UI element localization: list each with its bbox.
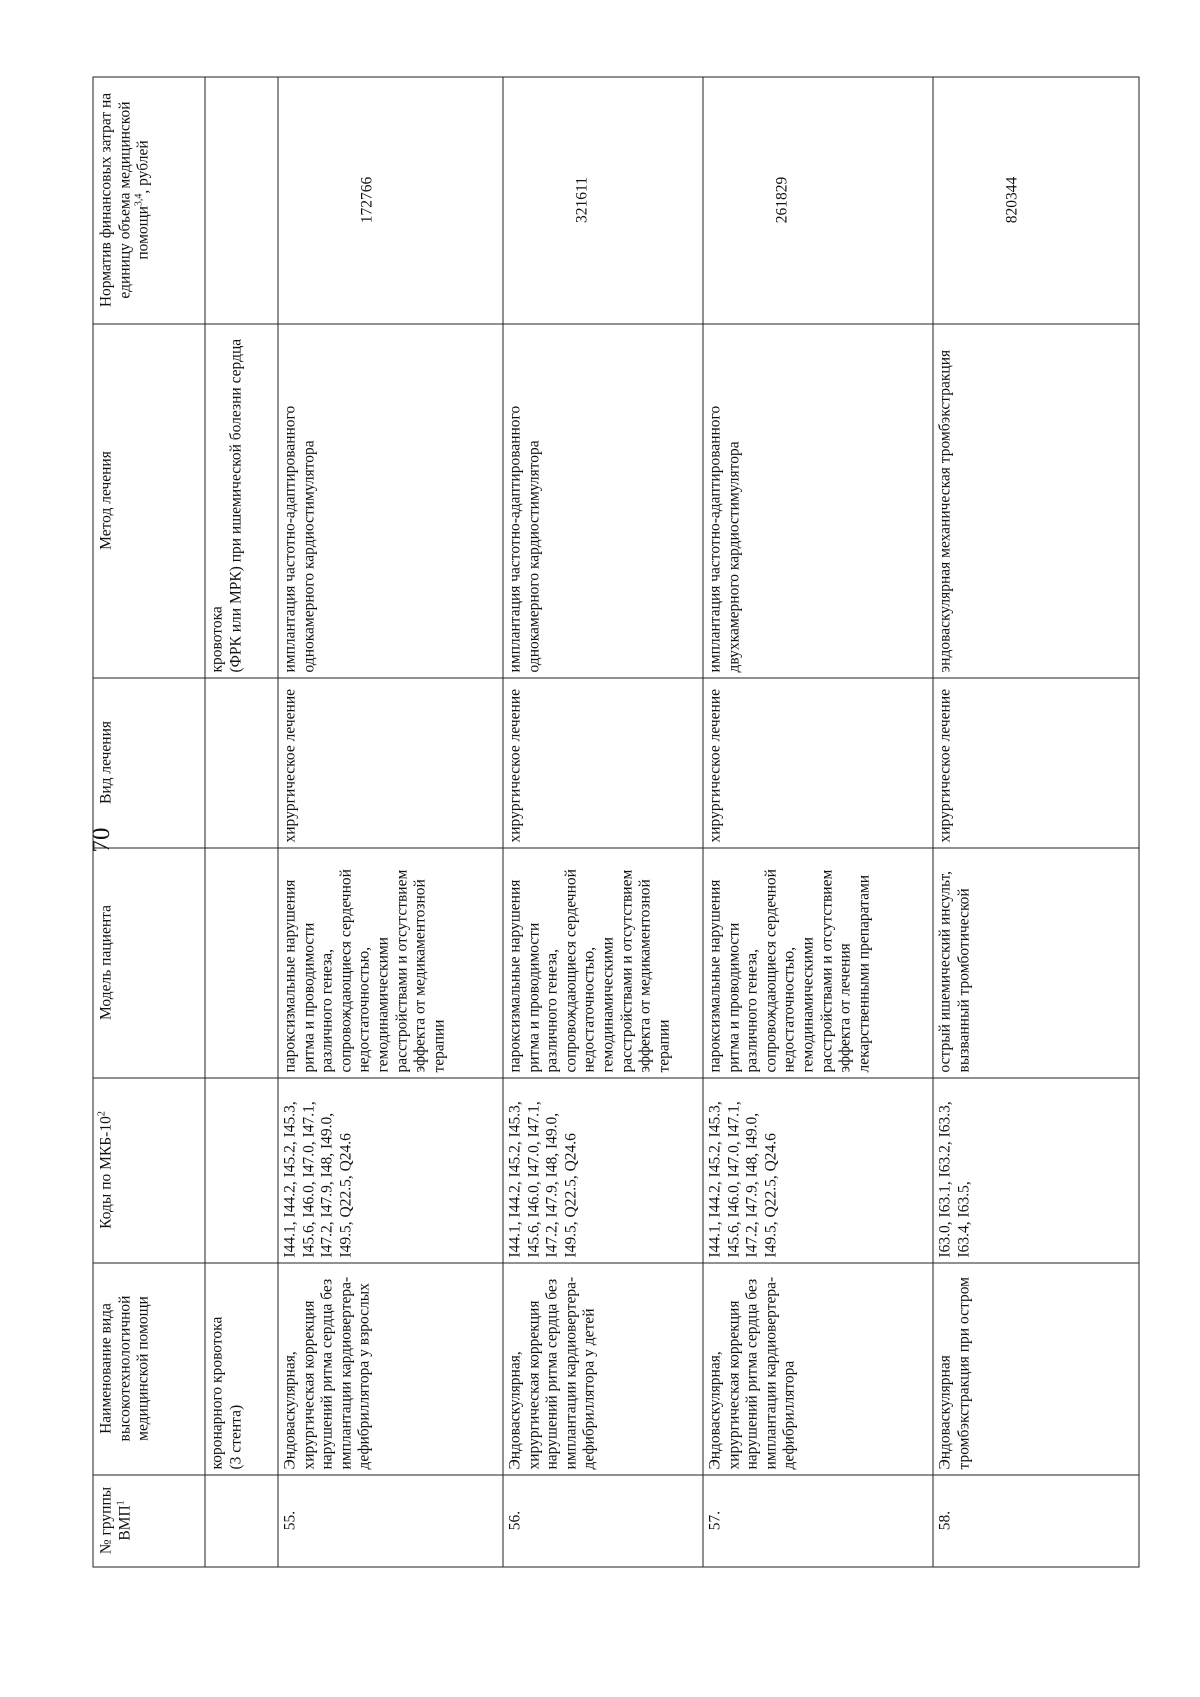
cell-treatment-method: имплантация частотно-адаптированного двухкамерного кардиостимулятора bbox=[703, 324, 933, 678]
cell-vmp-name: Эндоваскулярная тромбэкстракция при остром bbox=[933, 1263, 1139, 1475]
cell-vmp-name: Эндоваскулярная, хирургическая коррекция нарушений ритма сердца без имплантации кардиовертера-дефибриллятора у взрослых bbox=[278, 1263, 503, 1475]
table-row bbox=[703, 77, 933, 1567]
cell-patient-model: пароксизмальные нарушения ритма и проводимости различного генеза, сопровождающиеся сердечной недостаточностью, гемодинамическими расстройствами и отсутствием эффекта от медикаментозной терапии bbox=[503, 848, 703, 1078]
cell-vmp-name: Эндоваскулярная, хирургическая коррекция нарушений ритма сердца без имплантации кардиовертера-дефибриллятора у детей bbox=[503, 1263, 703, 1475]
table-row bbox=[205, 77, 278, 1567]
cell-treatment-type: хирургическое лечение bbox=[933, 678, 1139, 848]
cell-treatment-type bbox=[205, 678, 278, 848]
header-icd-codes: Коды по МКБ-$10^2$ bbox=[93, 1078, 205, 1263]
cell-treatment-type: хирургическое лечение bbox=[703, 678, 933, 848]
page-number: 70 bbox=[88, 827, 115, 853]
cell-treatment-method: эндоваскулярная механическая тромбэкстракция bbox=[933, 324, 1139, 678]
cell-vmp-name: Эндоваскулярная, хирургическая коррекция нарушений ритма сердца без имплантации кардиовертера-дефибриллятора bbox=[703, 1263, 933, 1475]
cell-treatment-method: кровотока (ФРК или МРК) при ишемической болезни сердца bbox=[205, 324, 278, 678]
cell-patient-model bbox=[205, 848, 278, 1078]
cell-cost bbox=[205, 77, 278, 324]
cell-vmp-name: коронарного кровотока (3 стента) bbox=[205, 1263, 278, 1475]
rotated-table-sheet bbox=[93, 78, 1138, 1568]
cell-treatment-type: хирургическое лечение bbox=[503, 678, 703, 848]
cell-icd-codes: I44.1, I44.2, I45.2, I45.3, I45.6, I46.0, I47.0, I47.1, I47.2, I47.9, I48, I49.0, I49.5, Q22.5, Q24.6 bbox=[278, 1078, 503, 1263]
vmp-table bbox=[93, 77, 1140, 1568]
cell-treatment-method: имплантация частотно-адаптированного однокамерного кардиостимулятора bbox=[503, 324, 703, 678]
cell-group-number: 55. bbox=[278, 1475, 503, 1567]
cell-patient-model: пароксизмальные нарушения ритма и проводимости различного генеза, сопровождающиеся сердечной недостаточностью, гемодинамическими расстройствами и отсутствием эффекта от лечения лекарственными препаратами bbox=[703, 848, 933, 1078]
cell-treatment-method: имплантация частотно-адаптированного однокамерного кардиостимулятора bbox=[278, 324, 503, 678]
table-row bbox=[278, 77, 503, 1567]
header-treatment-type: Вид лечения bbox=[93, 678, 205, 848]
cell-group-number: 57. bbox=[703, 1475, 933, 1567]
cell-icd-codes bbox=[205, 1078, 278, 1263]
header-treatment-method: Метод лечения bbox=[93, 324, 205, 678]
cell-icd-codes: I63.0, I63.1, I63.2, I63.3, I63.4, I63.5, bbox=[933, 1078, 1139, 1263]
cell-patient-model: пароксизмальные нарушения ритма и проводимости различного генеза, сопровождающиеся сердечной недостаточностью, гемодинамическими расстройствами и отсутствием эффекта от медикаментозной терапии bbox=[278, 848, 503, 1078]
cell-group-number: 58. bbox=[933, 1475, 1139, 1567]
cell-treatment-type: хирургическое лечение bbox=[278, 678, 503, 848]
header-patient-model: Модель пациента bbox=[93, 848, 205, 1078]
cell-cost: 172766 bbox=[278, 77, 503, 324]
header-vmp-name: Наименование вида высокотехнологичной медицинской помощи bbox=[93, 1263, 205, 1475]
header-cost-norm: Норматив финансовых затрат на единицу объема медицинской помощи$^{3,4}$, рублей bbox=[93, 77, 205, 324]
cell-icd-codes: I44.1, I44.2, I45.2, I45.3, I45.6, I46.0, I47.0, I47.1, I47.2, I47.9, I48, I49.0, I49.5, Q22.5, Q24.6 bbox=[703, 1078, 933, 1263]
cell-cost: 820344 bbox=[933, 77, 1139, 324]
table-row bbox=[933, 77, 1139, 1567]
cell-patient-model: острый ишемический инсульт, вызванный тромботической bbox=[933, 848, 1139, 1078]
cell-group-number: 56. bbox=[503, 1475, 703, 1567]
table-row bbox=[503, 77, 703, 1567]
cell-group-number bbox=[205, 1475, 278, 1567]
header-group-number: № группы ВМП$^1$ bbox=[93, 1475, 205, 1567]
cell-cost: 321611 bbox=[503, 77, 703, 324]
cell-icd-codes: I44.1, I44.2, I45.2, I45.3, I45.6, I46.0, I47.0, I47.1, I47.2, I47.9, I48, I49.0, I49.5, Q22.5, Q24.6 bbox=[503, 1078, 703, 1263]
table-header-row bbox=[93, 77, 205, 1567]
cell-cost: 261829 bbox=[703, 77, 933, 324]
